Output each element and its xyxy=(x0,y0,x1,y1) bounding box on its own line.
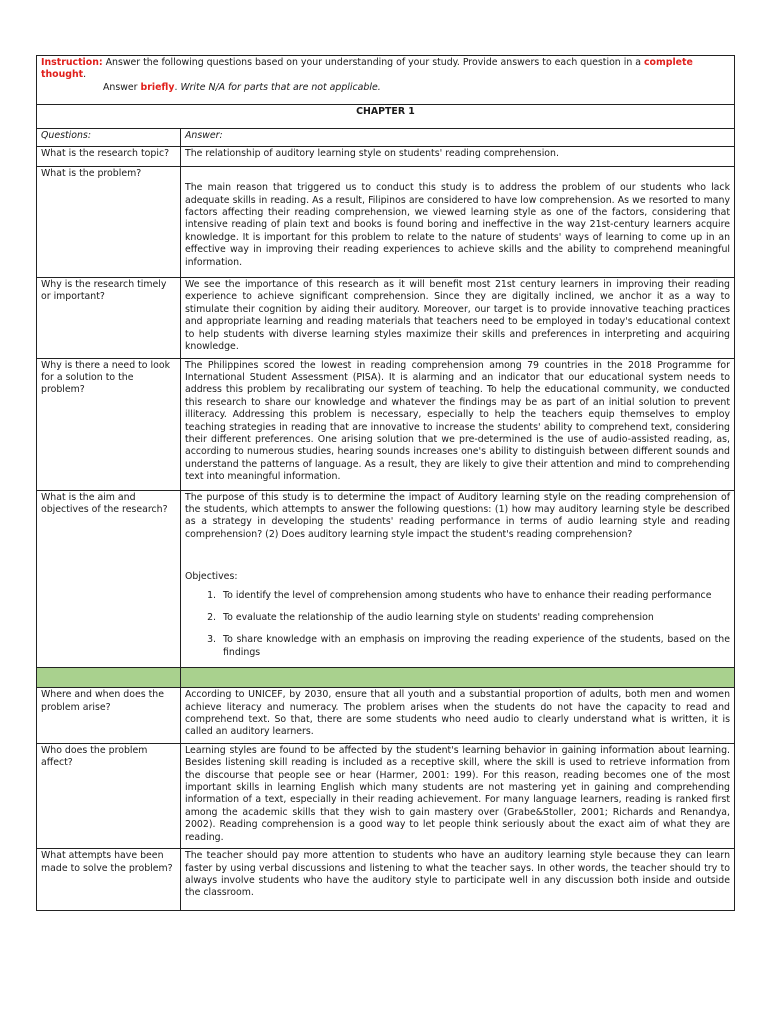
instruction-row xyxy=(37,56,735,105)
answer-cell: We see the importance of this research as it will benefit most 21st century learners in improving their reading experience to achieve significant comprehension. Since they are digitally inclined, we anchor it as a way to stimulate their cognition by aiding their auditory. Moreover, our target is to provide innovative teaching practices and appropriate learning and reading materials that teachers need to be employed in today's educational context to help students with diverse learning styles maximize their skills and preferences in interpreting and acquiring knowledge. xyxy=(181,278,735,358)
answer-cell xyxy=(181,490,735,668)
question-cell: What is the problem? xyxy=(37,167,181,278)
question-cell: What is the aim and objectives of the research? xyxy=(37,490,181,668)
instruction-line-2 xyxy=(41,82,728,94)
row-who-affected xyxy=(37,743,735,848)
question-cell: What is the research topic? xyxy=(37,147,181,167)
row-where-when xyxy=(37,688,735,744)
answer-cell: Learning styles are found to be affected by the student's learning behavior in gaining information about learning. Besides listening skill reading is included as a receptive skill, where the skill is used to retrieve information from the discourse that people see or hear (Harmer, 2001: 199). For this reason, reading becomes one of the most important skills in learning English which many students are not mastering yet in gaining and comprehending information of a text, especially in their reading achievement. For many language learners, reading is ranked first among the academic skills that they wish to gain mastery over (Grabe&Stoller, 2001; Richards and Renandya, 2002). Reading comprehension is a good way to let people think seriously about the exact aim of what they are reading. xyxy=(181,743,735,848)
answer-cell: According to UNICEF, by 2030, ensure that all youth and a substantial proportion of adults, both men and women achieve literacy and numeracy. The problem arises when the students do not have the capacity to read and comprehend text. So that, there are some students who need audio to clearly understand what is written, it is called an auditory learners. xyxy=(181,688,735,744)
answer-cell: The Philippines scored the lowest in reading comprehension among 79 countries in the 2018 Programme for International Student Assessment (PISA). It is alarming and an indicator that our educational system needs to address this problem by recalibrating our system of teaching. To help the educational community, we conducted this research to share our knowledge and whatever the findings may be as part of an initial solution to prevent illiteracy. Addressing this problem is necessary, especially to help the teachers equip themselves to employ teaching strategies in reading that are innovative to increase the students' ability to comprehend text, considering their different preferences. One arising solution that we pre-determined is the use of audio-assisted reading, as, according to numerous studies, hearing sounds increases one's ability to distinguish between different sounds and understand the patterns of language. As a result, they are likely to give their attention and mind to comprehending text into meaningful information. xyxy=(181,358,735,490)
instruction-italic-note: Write N/A for parts that are not applicable. xyxy=(180,81,381,93)
row-attempts xyxy=(37,849,735,911)
objectives-title: Objectives: xyxy=(185,571,238,583)
chapter-title: CHAPTER 1 xyxy=(37,105,735,129)
answer-cell: The teacher should pay more attention to students who have an auditory learning style because they can learn faster by using verbal discussions and listening to what the teacher says. In other words, the teacher should try to always involve students who have the auditory style to participate well in any discussion both inside and outside the classroom. xyxy=(181,849,735,911)
answer-text: The main reason that triggered us to conduct this study is to address the problem of our students who lack adequate skills in reading. As a result, Filipinos are considered to have low comprehension. As we resorted to many factors affecting their reading comprehension, we viewed learning style as one of the factors, considering that intensive reading of plain text and books is found boring and ineffective in the way 21st-century learners acquire knowledge. It is important for this problem to relate to the nature of students' ways of learning to come up in an effective way in improving their reading experiences to achieve skills and the ability to comprehend meaningful information. xyxy=(185,182,731,268)
instruction-text-2: . xyxy=(83,69,87,81)
question-cell: Why is the research timely or important? xyxy=(37,278,181,358)
header-answer: Answer: xyxy=(181,129,735,147)
header-questions: Questions: xyxy=(37,129,181,147)
instruction-label: Instruction: xyxy=(41,57,103,68)
chapter-row xyxy=(37,105,735,129)
objective-item: 2. To evaluate the relationship of the audio learning style on students' reading comprehension xyxy=(219,612,730,624)
row-aim-objectives xyxy=(37,490,735,668)
row-problem xyxy=(37,167,735,278)
section-divider-band xyxy=(37,668,735,688)
instruction-highlight-complete-thought: complete thought xyxy=(41,57,693,81)
instruction-cell xyxy=(37,56,735,105)
objectives-list xyxy=(185,590,730,660)
answer-cell: The relationship of auditory learning style on students' reading comprehension. xyxy=(181,147,735,167)
question-cell: Where and when does the problem arise? xyxy=(37,688,181,744)
row-need-solution xyxy=(37,358,735,490)
objective-item: 3. To share knowledge with an emphasis on improving the reading experience of the students, based on the findings xyxy=(219,634,730,659)
question-cell: What attempts have been made to solve the problem? xyxy=(37,849,181,911)
instruction-text-1: Answer the following questions based on your understanding of your study. Provide answers to each question in a xyxy=(102,57,644,68)
research-worksheet-table xyxy=(36,55,735,911)
instruction-highlight-briefly: briefly xyxy=(140,81,175,93)
section-divider-cell xyxy=(181,668,735,688)
section-divider-cell xyxy=(37,668,181,688)
instruction-text-3: Answer xyxy=(103,81,141,93)
worksheet-page xyxy=(36,55,734,911)
question-cell: Why is there a need to look for a solution to the problem? xyxy=(37,358,181,490)
header-row xyxy=(37,129,735,147)
row-research-topic xyxy=(37,147,735,167)
instruction-text-4: . xyxy=(174,81,181,93)
answer-cell xyxy=(181,167,735,278)
row-timely-important xyxy=(37,278,735,358)
question-cell: Who does the problem affect? xyxy=(37,743,181,848)
objective-item: 1. To identify the level of comprehension among students who have to enhance their reading performance xyxy=(219,590,730,602)
aim-answer-text: The purpose of this study is to determine the impact of Auditory learning style on the reading comprehension of the students, which attempts to answer the following questions: (1) how may auditory learning style be described as a strategy in developing the students' reading performance in terms of audio learning style and reading comprehension? (2) Does auditory learning style impact the student's reading comprehension? xyxy=(185,491,731,540)
